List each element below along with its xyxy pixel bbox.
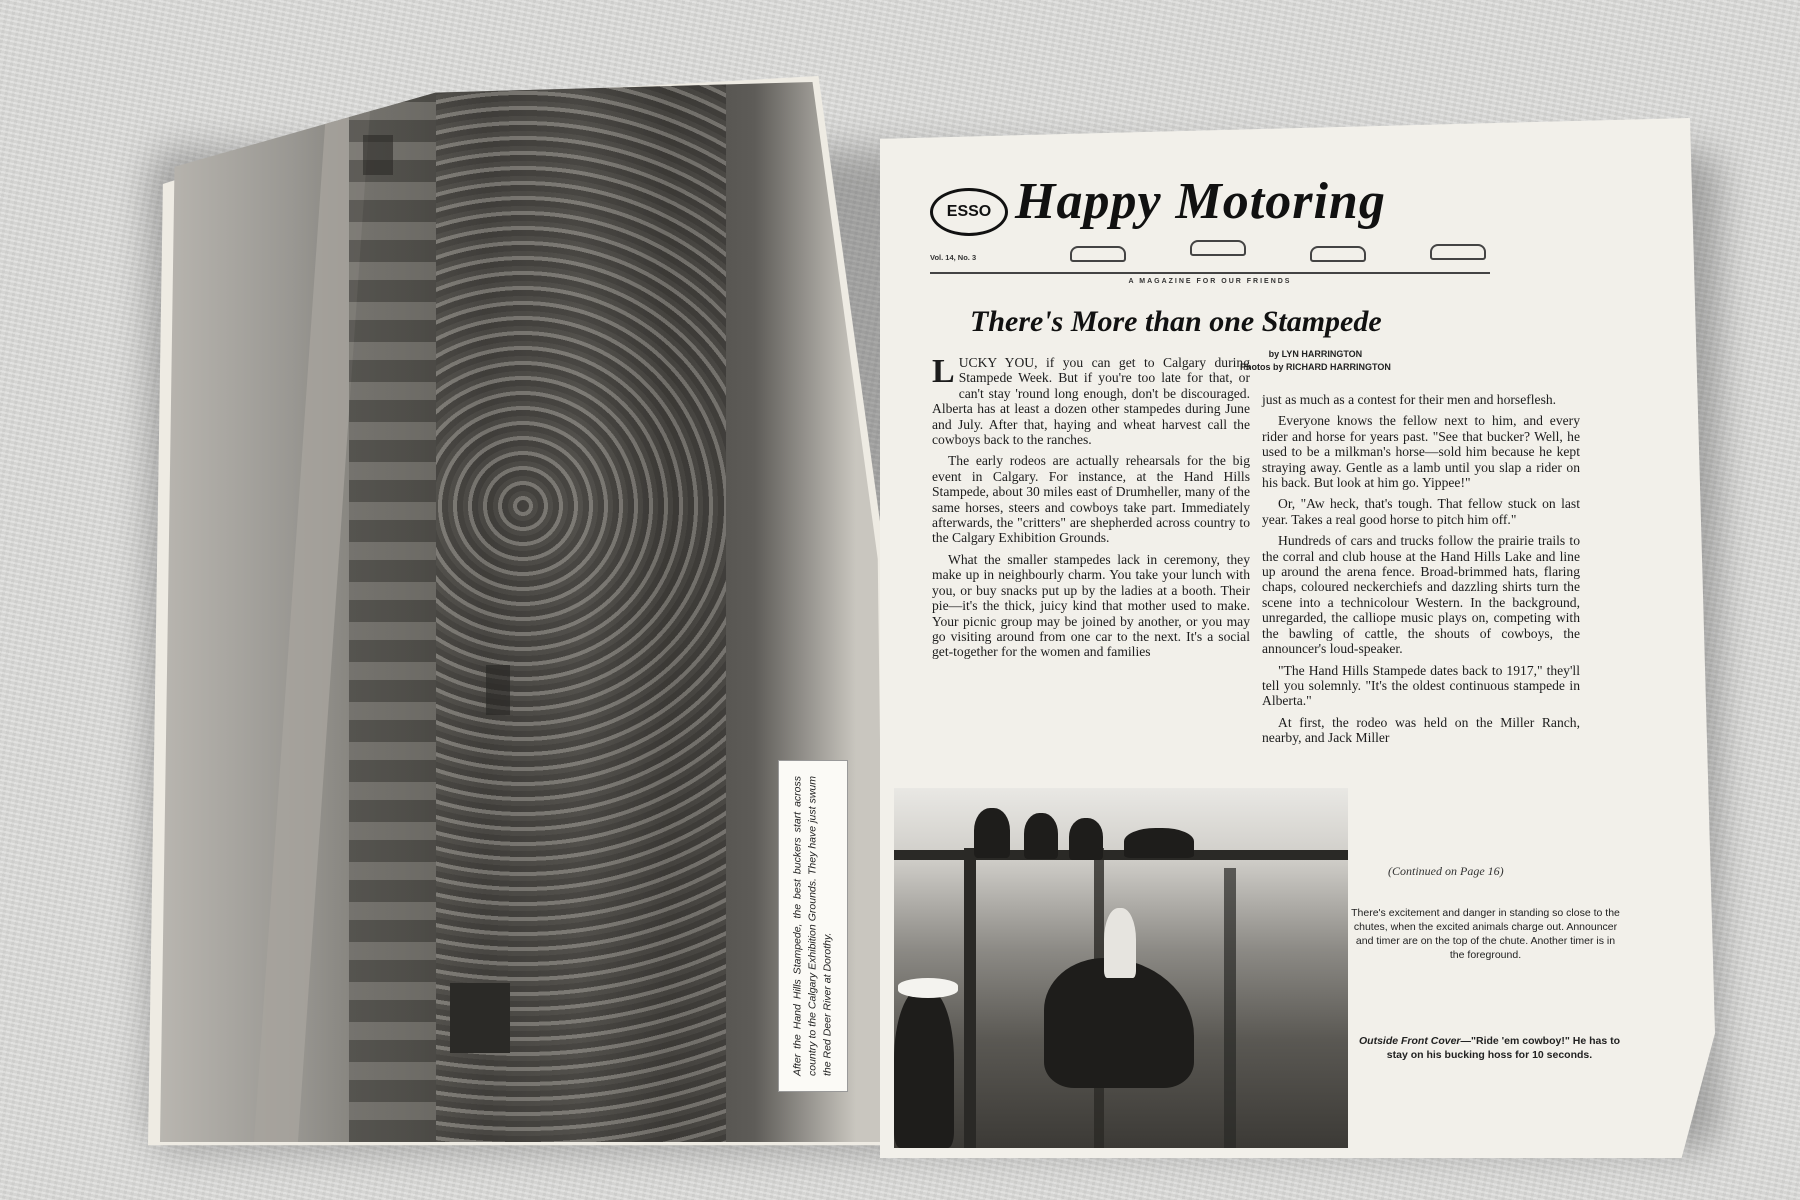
cowboy-hat <box>898 978 958 998</box>
chute-photo-caption: There's excitement and danger in standing so close to the chutes, when the excited animals charge out. Announcer and timer are on the top of the chute. Another timer is in the foreground. <box>1351 907 1620 961</box>
paragraph: What the smaller stampedes lack in ceremony, they make up in neighbourly charm. You take your lunch with you, or buy snacks put up by the ladies at a booth. Their pie—it's the thick, juicy kind that mother used to make. Your picnic group may be joined by another, or you may go visiting around from one car to the next. It's a social get-together for the women and families <box>932 551 1250 660</box>
paragraph: The early rodeos are actually rehearsals for the big event in Calgary. For instance, at the Hand Hills Stampede, about 30 miles east of Drumheller, many of the same horses, steers and cowboys take part. Immediately afterwards, the "critters" are shepherded across country to the Calgary Exhibition Grounds. <box>932 453 1250 546</box>
chute-photo <box>894 788 1348 1148</box>
cowboy-figure <box>1024 813 1058 859</box>
car-icon <box>1310 246 1366 262</box>
chute-post <box>1224 868 1236 1148</box>
article-column-1 <box>932 355 1250 666</box>
cowboy-figure <box>894 988 954 1148</box>
masthead-road-line <box>930 272 1490 274</box>
photo-treeline <box>349 82 436 1142</box>
article-headline: There's More than one Stampede <box>970 305 1382 338</box>
car-icon <box>1070 246 1126 262</box>
paragraph: Or, "Aw heck, that's tough. That fellow stuck on last year. Takes a real good horse to pitch him off." <box>1262 496 1580 527</box>
article-byline <box>1240 348 1391 374</box>
left-photo-herd <box>160 82 885 1142</box>
chute-rail <box>894 850 1348 860</box>
byline-photos: Photos by RICHARD HARRINGTON <box>1240 362 1391 372</box>
esso-logo: ESSO <box>930 188 1008 236</box>
left-photo-caption <box>778 760 848 1092</box>
masthead <box>930 173 1490 290</box>
cover-caption <box>1352 1034 1627 1062</box>
paragraph: At first, the rodeo was held on the Miller Ranch, nearby, and Jack Miller <box>1262 714 1580 746</box>
cowboy-figure <box>974 808 1010 858</box>
photo-truck <box>486 665 510 715</box>
paragraph: Hundreds of cars and trucks follow the prairie trails to the corral and club house at the Hand Hills Lake and line up around the arena fence. Broad-brimmed hats, flaring chaps, coloured neckerchiefs and dazzling shirts turn the scene into a technicolour Western. In the background, unregarded, the calliope music plays on, competing with the bawling of cattle, the shouts of cowboys, the announcer's loud-speaker. <box>1262 533 1580 657</box>
masthead-cars-illustration <box>1050 240 1480 270</box>
article-column-2 <box>1262 392 1580 752</box>
car-icon <box>1190 240 1246 256</box>
continued-note: (Continued on Page 16) <box>1388 864 1504 878</box>
chute-post <box>964 848 976 1148</box>
rider-figure <box>1104 908 1136 978</box>
byline-author: by LYN HARRINGTON <box>1268 349 1363 359</box>
car-icon <box>1430 244 1486 260</box>
paragraph: just as much as a contest for their men and horseflesh. <box>1262 392 1557 407</box>
paragraph: "The Hand Hills Stampede dates back to 1917," they'll tell you solemnly. "It's the oldest continuous stampede in Alberta." <box>1262 662 1580 709</box>
cowboy-figure <box>1124 828 1194 858</box>
cowboy-figure <box>1069 818 1103 860</box>
cover-label: Outside Front Cover— <box>1359 1035 1472 1047</box>
paragraph-text: UCKY YOU, if you can get to Calgary during Stampede Week. But if you're too late for that, or can't stay 'round long enough, don't be discouraged. Alberta has at least a dozen other stampedes during June and July. After that, haying and wheat harvest call the cowboys back to the ranches. <box>932 355 1250 448</box>
drop-cap: L <box>932 353 955 390</box>
magazine-title: Happy Motoring <box>1015 173 1386 230</box>
paragraph: Everyone knows the fellow next to him, and every rider and horse for years past. "See that bucker? Well, he used to be a milkman's horse—sold him because he kept straying away. Gentle as a lamb until you slap a rider on his back. But look at him go. Yippee!" <box>1262 413 1580 491</box>
left-caption-text: After the Hand Hills Stampede, the best buckers start across country to the Calgary Exhibition Grounds. They have just swum the Red Deer River at Dorothy. <box>791 776 834 1076</box>
volume-number: Vol. 14, No. 3 <box>930 253 977 262</box>
paragraph <box>932 355 1250 447</box>
cover-text: "Ride 'em cowboy!" He has to stay on his bucking hoss for 10 seconds. <box>1386 1035 1620 1061</box>
photo-building <box>450 983 510 1053</box>
magazine-tagline: A MAGAZINE FOR OUR FRIENDS <box>1128 278 1292 285</box>
photo-building <box>363 135 393 175</box>
